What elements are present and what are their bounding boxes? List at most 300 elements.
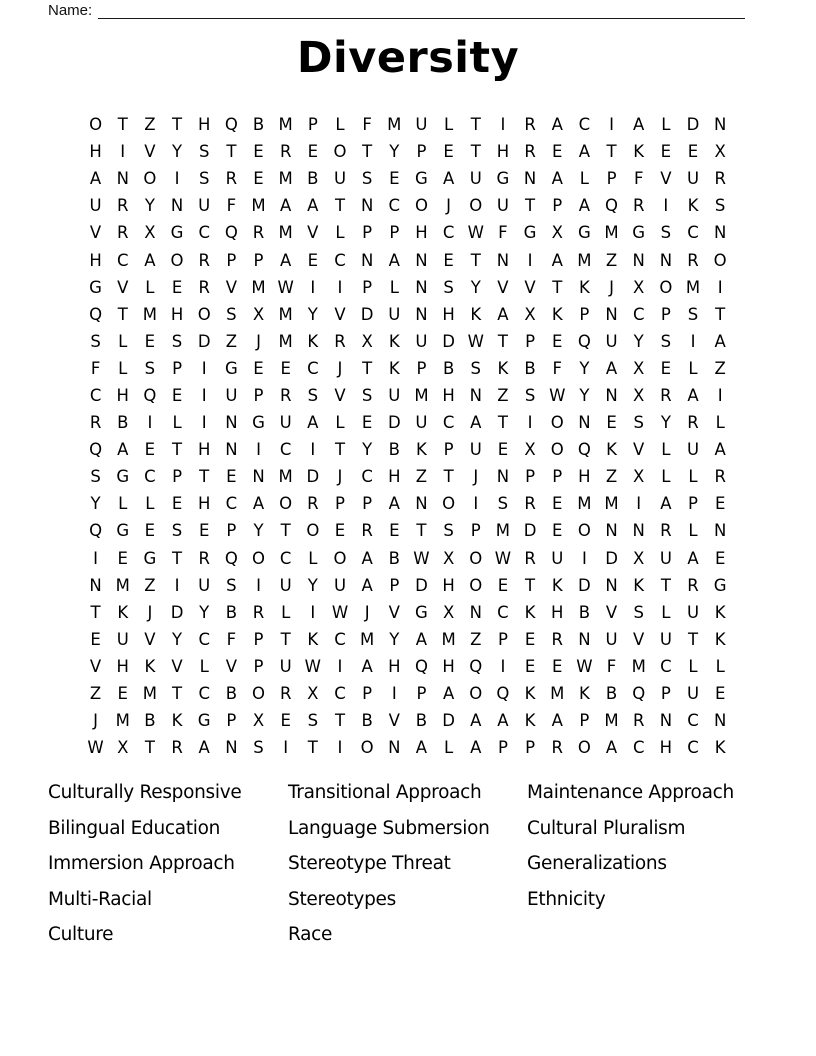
grid-cell: A xyxy=(307,413,319,433)
grid-cell: P xyxy=(497,738,508,758)
grid-cell: K xyxy=(578,684,590,704)
grid-cell: B xyxy=(578,602,591,622)
grid-cell: X xyxy=(633,385,645,405)
grid-cell: N xyxy=(578,629,591,649)
grid-cell: I xyxy=(337,738,343,758)
grid-cell: K xyxy=(714,738,726,758)
grid-cell: E xyxy=(660,142,672,162)
grid-cell: P xyxy=(253,250,264,270)
grid-cell: N xyxy=(605,575,618,595)
grid-cell: N xyxy=(496,250,510,270)
grid-cell: O xyxy=(333,142,347,162)
grid-cell: W xyxy=(87,738,104,758)
grid-cell: B xyxy=(144,711,156,731)
grid-cell: A xyxy=(117,440,129,460)
grid-cell: N xyxy=(225,738,238,758)
grid-cell: L xyxy=(661,467,671,487)
grid-cell: B xyxy=(117,413,129,433)
word-list-column-1 xyxy=(48,775,288,953)
grid-cell: C xyxy=(660,656,672,676)
grid-cell: C xyxy=(334,629,346,649)
grid-cell: W xyxy=(576,656,593,676)
grid-cell: J xyxy=(337,358,343,378)
grid-cell: H xyxy=(197,494,211,514)
grid-cell: M xyxy=(278,304,293,324)
grid-cell: D xyxy=(415,575,428,595)
grid-cell: T xyxy=(715,304,726,324)
grid-cell: S xyxy=(443,521,454,541)
grid-cell: B xyxy=(388,548,400,568)
grid-cell: E xyxy=(226,467,237,487)
grid-cell: Y xyxy=(144,196,155,216)
grid-cell: H xyxy=(197,440,211,460)
grid-cell: O xyxy=(333,548,347,568)
grid-cell: U xyxy=(469,169,482,189)
grid-cell: C xyxy=(279,440,292,460)
grid-cell: T xyxy=(172,440,183,460)
grid-cell: N xyxy=(605,304,618,324)
grid-cell: U xyxy=(279,413,292,433)
grid-cell: X xyxy=(442,602,455,622)
grid-cell: E xyxy=(171,385,183,405)
grid-cell: B xyxy=(225,684,238,704)
grid-cell: C xyxy=(388,196,401,216)
grid-cell: P xyxy=(552,196,563,216)
grid-cell: U xyxy=(415,413,428,433)
grid-cell: L xyxy=(715,656,725,676)
grid-cell: W xyxy=(494,548,512,568)
grid-cell: I xyxy=(174,575,180,595)
grid-cell: A xyxy=(687,385,699,405)
grid-cell: P xyxy=(470,521,481,541)
grid-cell: I xyxy=(147,413,153,433)
grid-cell: K xyxy=(416,440,427,460)
grid-cell: J xyxy=(256,331,261,351)
grid-cell: P xyxy=(226,711,237,731)
grid-cell: A xyxy=(633,115,645,135)
grid-cell: R xyxy=(632,196,645,216)
grid-cell: M xyxy=(441,629,456,649)
grid-cell: S xyxy=(307,385,319,405)
grid-cell: R xyxy=(252,223,265,243)
grid-cell: W xyxy=(549,385,566,405)
grid-cell: X xyxy=(633,277,645,297)
grid-cell: K xyxy=(687,196,699,216)
grid-cell: A xyxy=(144,250,156,270)
grid-cell: N xyxy=(605,385,618,405)
grid-cell: S xyxy=(361,385,373,405)
grid-cell: I xyxy=(581,548,587,568)
grid-cell: L xyxy=(118,494,128,514)
grid-cell: K xyxy=(497,358,509,378)
grid-cell: K xyxy=(171,711,183,731)
grid-cell: R xyxy=(198,548,210,568)
grid-cell: Z xyxy=(497,385,509,405)
grid-cell: T xyxy=(172,548,183,568)
grid-cell: H xyxy=(197,115,211,135)
grid-cell: I xyxy=(310,440,316,460)
grid-cell: P xyxy=(660,304,671,324)
grid-cell: E xyxy=(389,169,400,189)
grid-cell: N xyxy=(659,711,673,731)
grid-cell: V xyxy=(660,169,672,189)
grid-cell: Z xyxy=(144,575,156,595)
grid-cell: X xyxy=(714,142,726,162)
grid-cell: I xyxy=(93,548,99,568)
grid-cell: U xyxy=(388,385,401,405)
grid-cell: O xyxy=(469,575,483,595)
grid-cell: I xyxy=(690,331,696,351)
grid-cell: T xyxy=(334,711,346,731)
grid-cell: M xyxy=(278,115,293,135)
grid-cell: I xyxy=(201,413,207,433)
grid-cell: S xyxy=(90,467,101,487)
grid-cell: V xyxy=(497,277,509,297)
grid-cell: T xyxy=(525,196,536,216)
grid-cell: Z xyxy=(605,467,618,487)
grid-cell: K xyxy=(307,331,319,351)
grid-cell: P xyxy=(335,494,345,514)
grid-cell: R xyxy=(225,169,238,189)
word-search-grid xyxy=(82,111,734,761)
grid-cell: E xyxy=(253,142,264,162)
grid-cell: I xyxy=(500,656,506,676)
grid-cell: Y xyxy=(307,304,318,324)
grid-cell: I xyxy=(120,142,126,162)
grid-cell: E xyxy=(497,575,509,595)
grid-cell: A xyxy=(660,494,672,514)
grid-cell: K xyxy=(633,142,645,162)
grid-cell: H xyxy=(442,656,455,676)
grid-cell: U xyxy=(496,196,509,216)
grid-cell: A xyxy=(280,250,292,270)
grid-cell: N xyxy=(469,602,482,622)
grid-cell: U xyxy=(116,629,129,649)
grid-cell: P xyxy=(416,358,427,378)
grid-cell: E xyxy=(334,521,346,541)
grid-cell: H xyxy=(116,385,129,405)
grid-cell: Q xyxy=(577,331,591,351)
grid-cell: B xyxy=(388,440,400,460)
grid-cell: I xyxy=(527,413,533,433)
grid-cell: L xyxy=(145,494,155,514)
grid-cell: A xyxy=(687,548,699,568)
grid-cell: V xyxy=(89,223,102,243)
grid-cell: J xyxy=(446,196,452,216)
grid-cell: M xyxy=(495,521,511,541)
grid-cell: R xyxy=(171,738,183,758)
grid-cell: M xyxy=(115,575,130,595)
grid-cell: X xyxy=(551,223,563,243)
grid-cell: R xyxy=(632,711,645,731)
grid-cell: E xyxy=(280,711,291,731)
grid-cell: U xyxy=(198,575,211,595)
grid-cell: C xyxy=(144,467,156,487)
grid-cell: K xyxy=(714,629,726,649)
grid-cell: R xyxy=(687,413,699,433)
grid-cell: A xyxy=(442,169,455,189)
grid-cell: I xyxy=(663,196,669,216)
grid-cell: N xyxy=(605,521,618,541)
grid-cell: Q xyxy=(469,656,483,676)
grid-cell: E xyxy=(307,142,319,162)
grid-cell: L xyxy=(444,115,454,135)
grid-cell: N xyxy=(415,494,428,514)
grid-cell: N xyxy=(388,738,401,758)
grid-cell: O xyxy=(252,684,266,704)
grid-cell: X xyxy=(252,711,265,731)
grid-cell: E xyxy=(171,277,183,297)
grid-cell: S xyxy=(361,169,373,189)
grid-cell: A xyxy=(307,196,319,216)
grid-cell: N xyxy=(714,521,727,541)
grid-cell: E xyxy=(714,494,726,514)
grid-cell: K xyxy=(117,602,129,622)
grid-cell: D xyxy=(686,115,700,135)
grid-cell: L xyxy=(172,413,182,433)
grid-cell: A xyxy=(361,548,373,568)
grid-cell: U xyxy=(686,602,700,622)
grid-cell: L xyxy=(335,223,345,243)
grid-cell: T xyxy=(416,521,427,541)
word-list-item: Maintenance Approach xyxy=(527,782,734,803)
grid-cell: S xyxy=(90,331,101,351)
grid-cell: H xyxy=(89,250,102,270)
grid-cell: M xyxy=(685,277,701,297)
grid-cell: X xyxy=(633,467,645,487)
word-list-item: Immersion Approach xyxy=(48,853,235,875)
grid-cell: W xyxy=(467,331,484,351)
grid-cell: U xyxy=(605,629,618,649)
grid-cell: E xyxy=(687,142,699,162)
grid-cell: R xyxy=(252,602,265,622)
grid-cell: P xyxy=(552,467,563,487)
grid-cell: E xyxy=(443,142,454,162)
grid-cell: C xyxy=(632,738,645,758)
grid-cell: S xyxy=(660,223,672,243)
grid-cell: C xyxy=(198,223,210,243)
grid-cell: I xyxy=(473,494,479,514)
grid-cell: T xyxy=(334,196,346,216)
grid-cell: Q xyxy=(577,440,591,460)
grid-cell: J xyxy=(337,467,343,487)
grid-cell: L xyxy=(661,602,671,622)
grid-cell: N xyxy=(632,521,645,541)
grid-cell: R xyxy=(551,629,563,649)
grid-cell: Y xyxy=(579,358,590,378)
grid-cell: D xyxy=(197,331,211,351)
grid-cell: E xyxy=(117,684,128,704)
grid-cell: S xyxy=(633,413,644,433)
grid-cell: N xyxy=(469,385,482,405)
grid-cell: G xyxy=(632,223,646,243)
grid-cell: C xyxy=(687,223,699,243)
word-list-item: Transitional Approach xyxy=(288,782,482,803)
grid-cell: O xyxy=(279,494,293,514)
grid-cell: G xyxy=(252,413,265,433)
grid-cell: I xyxy=(391,684,397,704)
grid-cell: Y xyxy=(389,629,400,649)
grid-cell: R xyxy=(524,142,536,162)
grid-cell: E xyxy=(552,656,563,676)
grid-cell: Y xyxy=(172,629,183,649)
grid-cell: P xyxy=(362,494,373,514)
grid-cell: X xyxy=(633,548,645,568)
grid-cell: S xyxy=(144,358,156,378)
grid-cell: U xyxy=(279,575,292,595)
grid-cell: O xyxy=(252,548,266,568)
grid-cell: V xyxy=(633,440,645,460)
grid-cell: S xyxy=(633,602,644,622)
grid-cell: N xyxy=(89,575,102,595)
grid-cell: E xyxy=(524,629,536,649)
grid-cell: M xyxy=(604,711,619,731)
grid-cell: U xyxy=(686,440,700,460)
grid-cell: N xyxy=(578,413,591,433)
grid-cell: R xyxy=(117,223,129,243)
grid-cell: A xyxy=(415,629,428,649)
grid-cell: F xyxy=(498,223,508,243)
grid-cell: P xyxy=(172,467,183,487)
grid-cell: P xyxy=(579,711,590,731)
grid-cell: I xyxy=(310,602,316,622)
grid-cell: D xyxy=(170,602,184,622)
grid-cell: H xyxy=(442,575,455,595)
grid-cell: E xyxy=(117,548,128,568)
grid-cell: S xyxy=(714,196,726,216)
grid-cell: P xyxy=(660,684,671,704)
grid-cell: V xyxy=(605,602,618,622)
grid-cell: P xyxy=(362,223,373,243)
grid-cell: S xyxy=(171,331,183,351)
grid-cell: U xyxy=(686,169,700,189)
grid-cell: P xyxy=(606,169,617,189)
grid-cell: K xyxy=(388,358,400,378)
grid-cell: G xyxy=(224,358,238,378)
grid-cell: L xyxy=(688,467,698,487)
grid-cell: A xyxy=(89,169,102,189)
grid-cell: A xyxy=(714,440,726,460)
grid-cell: K xyxy=(307,629,319,649)
grid-cell: B xyxy=(415,711,428,731)
grid-cell: D xyxy=(306,467,320,487)
grid-cell: V xyxy=(633,629,645,649)
grid-cell: Y xyxy=(660,413,671,433)
grid-cell: O xyxy=(170,250,184,270)
grid-cell: S xyxy=(198,169,210,189)
grid-cell: Z xyxy=(415,467,428,487)
grid-cell: L xyxy=(118,331,128,351)
grid-cell: H xyxy=(442,385,455,405)
grid-cell: I xyxy=(174,169,180,189)
grid-cell: G xyxy=(116,467,130,487)
grid-cell: N xyxy=(714,223,727,243)
grid-cell: K xyxy=(524,711,536,731)
word-list-item: Cultural Pluralism xyxy=(527,817,686,839)
grid-cell: L xyxy=(145,277,155,297)
grid-cell: K xyxy=(633,575,645,595)
grid-cell: T xyxy=(470,142,481,162)
grid-cell: A xyxy=(551,169,563,189)
grid-cell: H xyxy=(89,142,102,162)
grid-cell: A xyxy=(361,656,373,676)
grid-cell: S xyxy=(470,358,481,378)
grid-cell: N xyxy=(659,250,673,270)
grid-cell: C xyxy=(632,304,645,324)
grid-cell: Z xyxy=(714,358,726,378)
grid-cell: R xyxy=(307,494,319,514)
grid-cell: Y xyxy=(90,494,101,514)
grid-cell: K xyxy=(551,575,563,595)
grid-cell: S xyxy=(660,331,672,351)
grid-cell: A xyxy=(415,738,428,758)
grid-cell: L xyxy=(661,115,671,135)
grid-cell: P xyxy=(443,440,454,460)
grid-cell: U xyxy=(469,440,482,460)
grid-cell: Z xyxy=(144,115,156,135)
grid-cell: W xyxy=(277,277,294,297)
grid-cell: O xyxy=(469,196,483,216)
grid-cell: A xyxy=(551,711,563,731)
grid-cell: G xyxy=(197,711,211,731)
grid-cell: X xyxy=(633,358,645,378)
grid-cell: V xyxy=(524,277,536,297)
grid-cell: H xyxy=(170,304,184,324)
grid-cell: K xyxy=(144,656,156,676)
grid-cell: N xyxy=(225,413,238,433)
grid-cell: C xyxy=(687,711,699,731)
grid-cell: F xyxy=(90,358,101,378)
grid-cell: I xyxy=(636,494,642,514)
grid-cell: R xyxy=(89,413,102,433)
grid-cell: T xyxy=(90,602,101,622)
grid-cell: K xyxy=(524,602,536,622)
grid-cell: S xyxy=(171,521,183,541)
grid-cell: K xyxy=(388,331,400,351)
grid-cell: G xyxy=(415,169,428,189)
grid-cell: I xyxy=(256,440,261,460)
puzzle-title: Diversity xyxy=(296,33,520,83)
grid-cell: U xyxy=(659,629,672,649)
grid-cell: C xyxy=(361,467,373,487)
grid-cell: P xyxy=(172,358,183,378)
grid-cell: H xyxy=(496,142,510,162)
word-list-item: Culture xyxy=(48,924,114,946)
grid-cell: O xyxy=(89,115,103,135)
grid-cell: M xyxy=(360,629,375,649)
grid-cell: L xyxy=(118,358,128,378)
grid-cell: R xyxy=(334,331,346,351)
grid-cell: L xyxy=(389,277,399,297)
grid-cell: A xyxy=(470,413,482,433)
grid-cell: T xyxy=(470,115,481,135)
word-list-item: Stereotype Threat xyxy=(288,853,451,875)
grid-cell: X xyxy=(524,304,536,324)
name-fill-in-line xyxy=(98,2,745,19)
grid-cell: S xyxy=(253,738,264,758)
grid-cell: O xyxy=(469,548,483,568)
grid-cell: C xyxy=(497,602,509,622)
grid-cell: Q xyxy=(224,223,238,243)
grid-cell: G xyxy=(523,223,537,243)
grid-cell: M xyxy=(604,223,619,243)
grid-cell: U xyxy=(605,331,618,351)
grid-cell: U xyxy=(225,385,238,405)
grid-cell: E xyxy=(552,521,563,541)
grid-cell: E xyxy=(552,331,563,351)
grid-cell: E xyxy=(280,358,291,378)
grid-cell: P xyxy=(253,385,264,405)
